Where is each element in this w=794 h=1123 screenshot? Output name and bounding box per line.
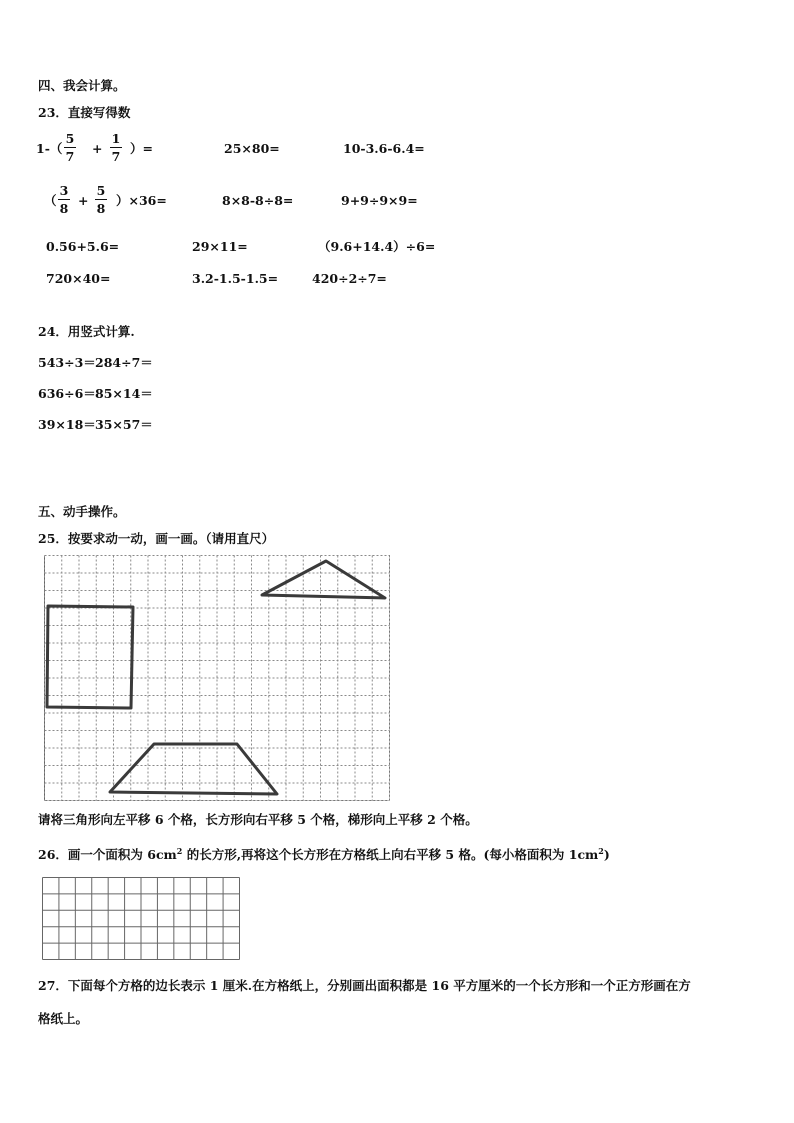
- q24-row3-a: 39×18＝: [38, 417, 96, 432]
- fraction-numerator: 5: [65, 131, 75, 146]
- q26-superscript-2: 2: [598, 846, 604, 856]
- q26-superscript-1: 2: [176, 846, 183, 856]
- question-27-line-2: 格纸上。: [38, 1011, 89, 1026]
- q23-row4-a: 720×40=: [46, 271, 111, 286]
- q23-row4-b: 3.2-1.5-1.5=: [192, 271, 279, 286]
- q25-triangle: [262, 561, 385, 598]
- q26-grid-lines: [43, 878, 240, 960]
- q23-row1-a-prefix: 1-（: [36, 141, 63, 156]
- q23-row1-a-suffix: ）=: [130, 141, 153, 156]
- q23-row2-fraction-1: [58, 183, 70, 216]
- q23-row2-plus: +: [78, 193, 89, 208]
- question-23-title: 23．直接写得数: [38, 105, 131, 120]
- q25-rectangle: [47, 606, 133, 708]
- q23-row2-fraction-2: [95, 183, 107, 216]
- q23-row3-c: （9.6+14.4）÷6=: [318, 239, 436, 254]
- q23-row2-a-suffix: ）×36=: [116, 193, 167, 208]
- fraction-denominator: 8: [96, 201, 106, 216]
- question-27-line-1: 27．下面每个方格的边长表示 1 厘米.在方格纸上，分别画出面积都是 16 平方厘米的一个长方形和一个正方形画在方: [38, 978, 691, 993]
- q23-row1-fraction-1: [64, 131, 76, 164]
- fraction-numerator: 1: [111, 131, 121, 146]
- q23-row1-plus: +: [92, 141, 103, 156]
- q24-row3-b: 35×57＝: [95, 417, 153, 432]
- q23-row2-b: 8×8-8÷8=: [222, 193, 294, 208]
- q26-text-after: ): [603, 847, 610, 863]
- q26-text-middle: 的长方形,再将这个长方形在方格纸上向右平移 5 格。(每小格面积为 1cm: [182, 847, 599, 863]
- q23-row1-fraction-2: [110, 131, 122, 164]
- question-26-text: [38, 843, 610, 863]
- fraction-numerator: 5: [96, 183, 106, 198]
- q24-row2-b: 85×14＝: [95, 386, 153, 401]
- q23-row1-b: 25×80=: [224, 141, 280, 156]
- q25-grid-lines: [45, 556, 390, 801]
- fraction-numerator: 3: [59, 183, 69, 198]
- q24-row1-b: 284÷7＝: [95, 355, 153, 370]
- q23-row2-a-prefix: （: [44, 193, 57, 208]
- question-24-title: 24．用竖式计算.: [38, 324, 135, 339]
- q23-row1-c: 10-3.6-6.4=: [343, 141, 425, 156]
- q24-row1-a: 543÷3＝: [38, 355, 96, 370]
- section-5-title: 五、动手操作。: [38, 504, 126, 519]
- fraction-denominator: 7: [65, 149, 75, 164]
- fraction-denominator: 8: [59, 201, 69, 216]
- q26-text-before: 26．画一个面积为 6cm: [38, 847, 177, 863]
- q25-instruction: 请将三角形向左平移 6 个格，长方形向右平移 5 个格，梯形向上平移 2 个格。: [38, 812, 478, 827]
- q23-row3-b: 29×11=: [192, 239, 248, 254]
- q23-row3-a: 0.56+5.6=: [46, 239, 120, 254]
- section-4-title: 四、我会计算。: [38, 78, 126, 93]
- q23-row2-c: 9+9÷9×9=: [341, 193, 418, 208]
- q26-grid-paper[interactable]: [42, 877, 240, 960]
- q25-grid-paper[interactable]: [44, 555, 390, 801]
- q23-row4-c: 420÷2÷7=: [312, 271, 387, 286]
- question-25-title: 25．按要求动一动，画一画。（请用直尺）: [38, 531, 275, 546]
- fraction-denominator: 7: [111, 149, 121, 164]
- q24-row2-a: 636÷6＝: [38, 386, 96, 401]
